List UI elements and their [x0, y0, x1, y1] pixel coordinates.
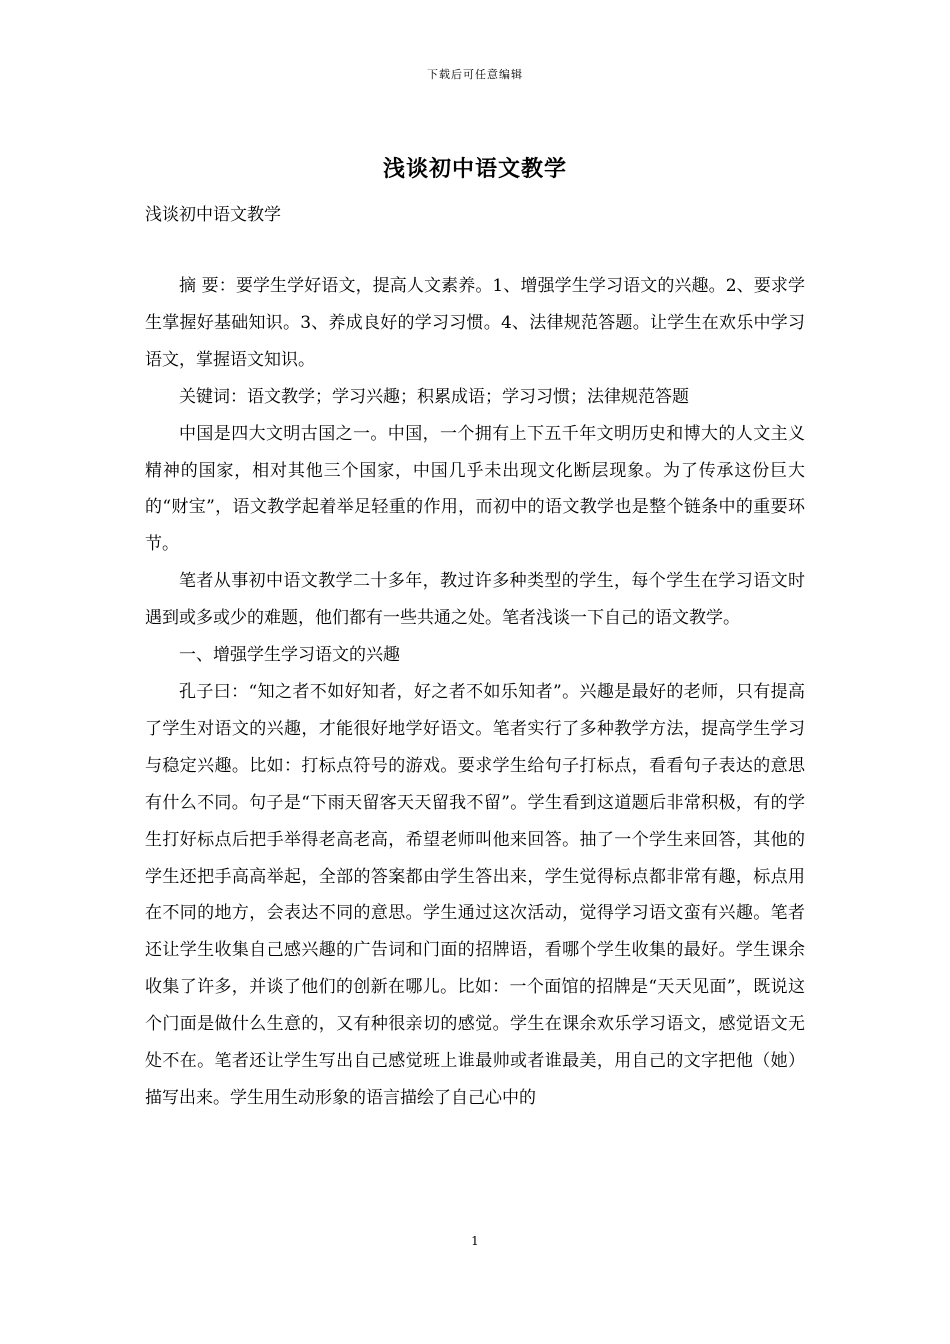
document-subtitle: 浅谈初中语文教学 — [145, 205, 281, 225]
section-heading-1: 一、增强学生学习语文的兴趣 — [179, 645, 400, 666]
body-text — [145, 268, 805, 1117]
section-1-paragraph: 孔子曰：“知之者不如好知者，好之者不如乐知者”。兴趣是最好的老师，只有提高了学生对语文的兴趣，才能很好地学好语文。笔者实行了多种教学方法，提高学生学习与稳定兴趣。比如：打标点符号的游戏。要求学生给句子打标点，看看句子表达的意思有什么不同。句子是“下雨天留客天天留我不留”。学生看到这道题后非常积极，有的学生打好标点后把手举得老高老高，希望老师叫他来回答。抽了一个学生来回答，其他的学生还把手高高举起，全部的答案都由学生答出来，学生觉得标点都非常有趣，标点用在不同的地方，会表达不同的意思。学生通过这次活动，觉得学习语文蛮有兴趣。笔者还让学生收集自己感兴趣的广告词和门面的招牌语，看哪个学生收集的最好。学生课余收集了许多，并谈了他们的创新在哪儿。比如：一个面馆的招牌是“天天见面”，既说这个门面是做什么生意的，又有种很亲切的感觉。学生在课余欢乐学习语文，感觉语文无处不在。笔者还让学生写出自己感觉班上谁最帅或者谁最美，用自己的文字把他（她）描写出来。学生用生动形象的语言描绘了自己心中的 — [145, 681, 805, 1108]
author-paragraph: 笔者从事初中语文教学二十多年，教过许多种类型的学生，每个学生在学习语文时遇到或多或少的难题，他们都有一些共通之处。笔者浅谈一下自己的语文教学。 — [145, 571, 805, 629]
abstract-paragraph: 摘 要：要学生学好语文，提高人文素养。1、增强学生学习语文的兴趣。2、要求学生掌握好基础知识。3、养成良好的学习习惯。4、法律规范答题。让学生在欢乐中学习语文，掌握语文知识。 — [145, 276, 805, 370]
page-number: 1 — [471, 1234, 479, 1248]
keywords-paragraph: 关键词：语文教学；学习兴趣；积累成语；学习习惯；法律规范答题 — [179, 386, 689, 407]
header-note: 下载后可任意编辑 — [427, 68, 523, 81]
intro-paragraph: 中国是四大文明古国之一。中国，一个拥有上下五千年文明历史和博大的人文主义精神的国家，相对其他三个国家，中国几乎未出现文化断层现象。为了传承这份巨大的“财宝”，语文教学起着举足轻重的作用，而初中的语文教学也是整个链条中的重要环节。 — [145, 423, 805, 555]
document-title: 浅谈初中语文教学 — [382, 156, 567, 182]
